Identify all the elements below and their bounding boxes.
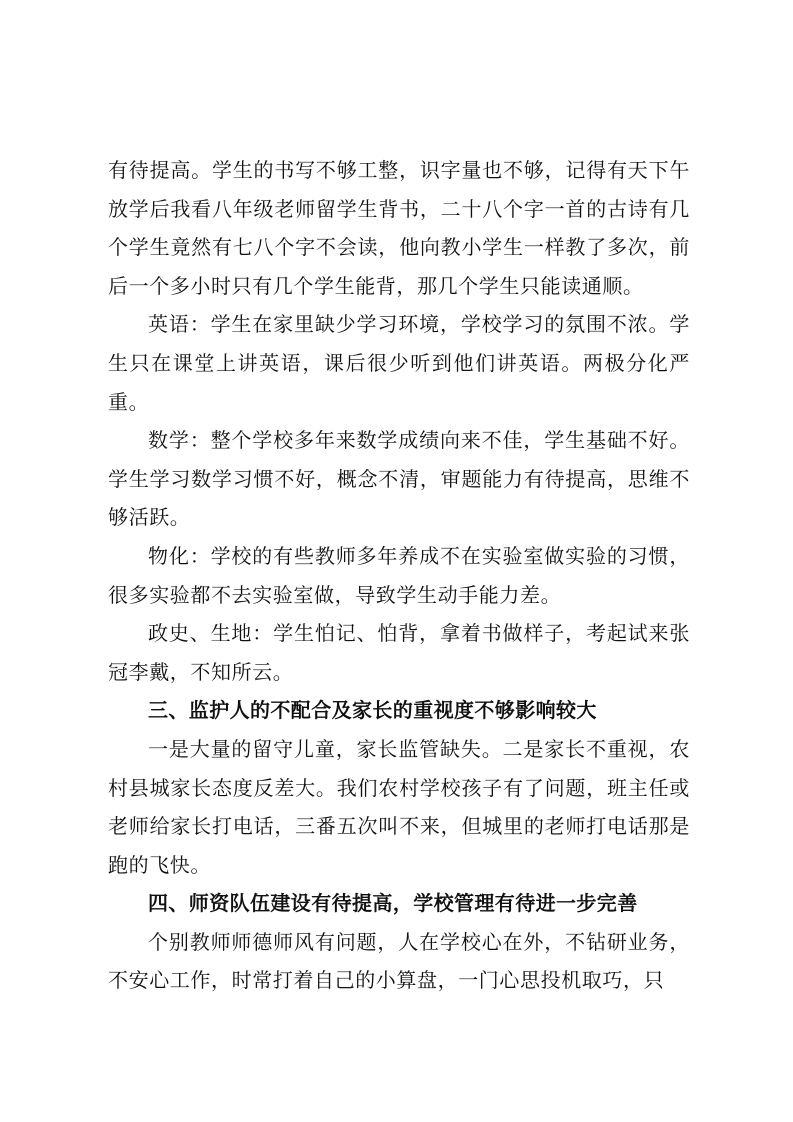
paragraph-chinese-continuation: 有待提高。学生的书写不够工整，识字量也不够，记得有天下午放学后我看八年级老师留学生背书，二十八个字一首的古诗有几个学生竟然有七八个字不会读，他向教小学生一样教了多次，前后一个多小时只有几个学生能背，那几个学生只能读通顺。: [108, 158, 690, 298]
section-heading-4: 四、师资队伍建设有待提高，学校管理有待进一步完善: [148, 891, 638, 916]
document-body: [108, 151, 690, 1000]
paragraph-math: 数学：整个学校多年来数学成绩向来不佳，学生基础不好。学生学习数学习惯不好，概念不清，审题能力有待提高，思维不够活跃。: [108, 428, 690, 530]
paragraph-guardians: 一是大量的留守儿童，家长监管缺失。二是家长不重视，农村县城家长态度反差大。我们农村学校孩子有了问题，班主任或老师给家长打电话，三番五次叫不来，但城里的老师打电话那是跑的飞快。: [108, 736, 690, 877]
paragraph-teachers: 个别教师师德师风有问题，人在学校心在外，不钻研业务，不安心工作，时常打着自己的小算盘，一门心思投机取巧，只: [108, 929, 690, 993]
paragraph-physics-chemistry: 物化：学校的有些教师多年养成不在实验室做实验的习惯，很多实验都不去实验室做，导致学生动手能力差。: [108, 543, 690, 607]
paragraph-english: 英语：学生在家里缺少学习环境，学校学习的氛围不浓。学生只在课堂上讲英语，课后很少听到他们讲英语。两极分化严重。: [108, 312, 690, 414]
paragraph-politics-history-bio-geo: 政史、生地：学生怕记、怕背，拿着书做样子，考起试来张冠李戴，不知所云。: [108, 621, 690, 684]
section-heading-3: 三、监护人的不配合及家长的重视度不够影响较大: [148, 698, 597, 723]
